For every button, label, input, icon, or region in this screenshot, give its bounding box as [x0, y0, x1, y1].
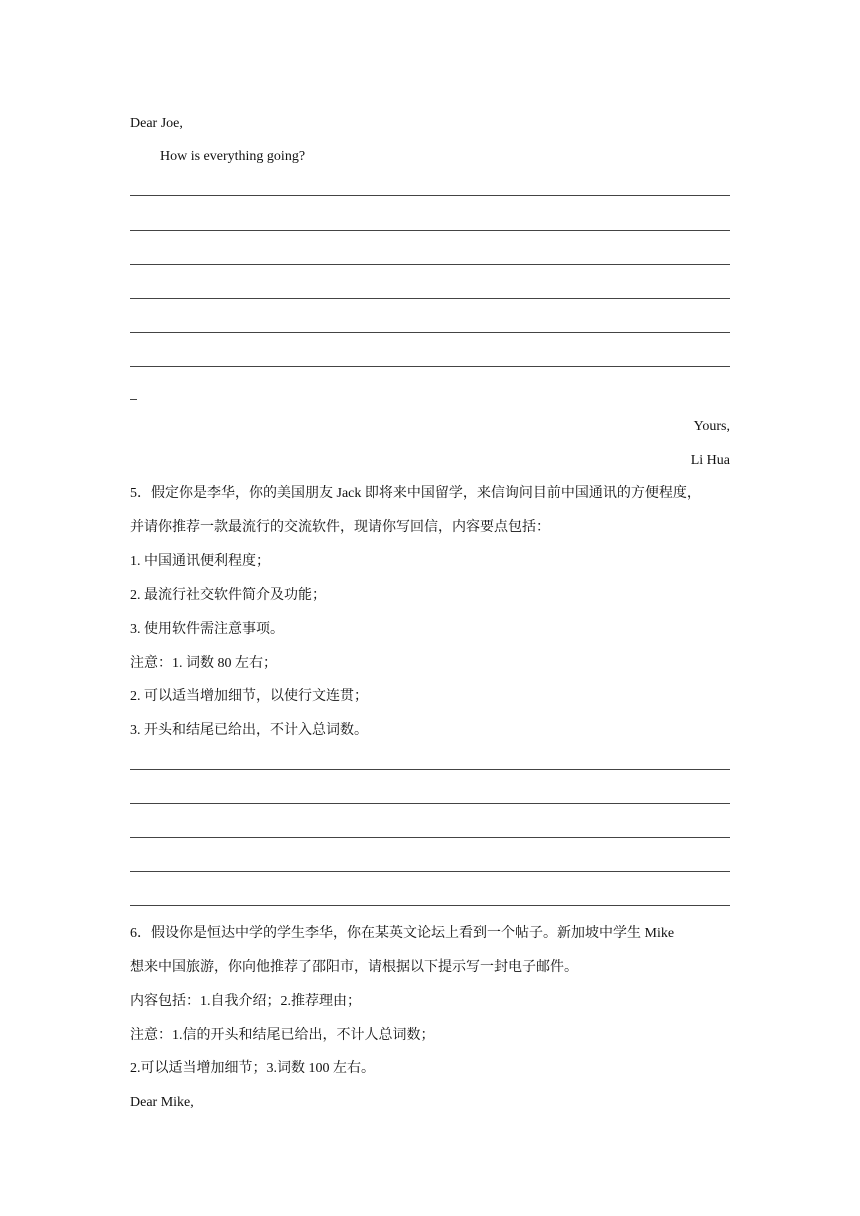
q6-prompt-line1: 6．假设你是恒达中学的学生李华，你在某英文论坛上看到一个帖子。新加坡中学生 Mike	[130, 926, 675, 941]
q5-point3: 3. 使用软件需注意事项。	[130, 622, 284, 637]
q6-greeting: Dear Mike,	[130, 1095, 194, 1110]
answer-line	[130, 332, 730, 333]
q5-note3: 3. 开头和结尾已给出，不计入总词数。	[130, 723, 368, 738]
answer-line	[130, 769, 730, 770]
q5-prompt-line2: 并请你推荐一款最流行的交流软件，现请你写回信，内容要点包括：	[130, 520, 550, 535]
answer-line	[130, 905, 730, 906]
answer-line	[130, 366, 730, 367]
q5-prompt-line1: 5．假定你是李华，你的美国朋友 Jack 即将来中国留学，来信询问目前中国通讯的方便程度，	[130, 486, 701, 501]
letter1-signature: Li Hua	[690, 453, 730, 468]
q6-note2: 2.可以适当增加细节；3.词数 100 左右。	[130, 1061, 375, 1076]
q5-point2: 2. 最流行社交软件简介及功能；	[130, 588, 326, 603]
q6-prompt-line2: 想来中国旅游，你向他推荐了邵阳市，请根据以下提示写一封电子邮件。	[130, 960, 578, 975]
q5-note1: 注意：1. 词数 80 左右；	[130, 656, 277, 671]
answer-line	[130, 871, 730, 872]
q5-note2: 2. 可以适当增加细节，以使行文连贯；	[130, 689, 368, 704]
answer-line	[130, 803, 730, 804]
q5-point1: 1. 中国通讯便利程度；	[130, 554, 270, 569]
answer-line	[130, 264, 730, 265]
answer-line	[130, 230, 730, 231]
answer-line-end	[130, 399, 137, 400]
answer-line	[130, 837, 730, 838]
letter1-closing: Yours,	[693, 419, 730, 434]
q6-note1: 注意：1.信的开头和结尾已给出，不计人总词数；	[130, 1028, 435, 1043]
letter1-opening: How is everything going?	[160, 149, 306, 164]
answer-line	[130, 298, 730, 299]
letter1-greeting: Dear Joe,	[130, 116, 183, 131]
answer-line	[130, 195, 730, 196]
q6-content: 内容包括：1.自我介绍；2.推荐理由；	[130, 994, 361, 1009]
